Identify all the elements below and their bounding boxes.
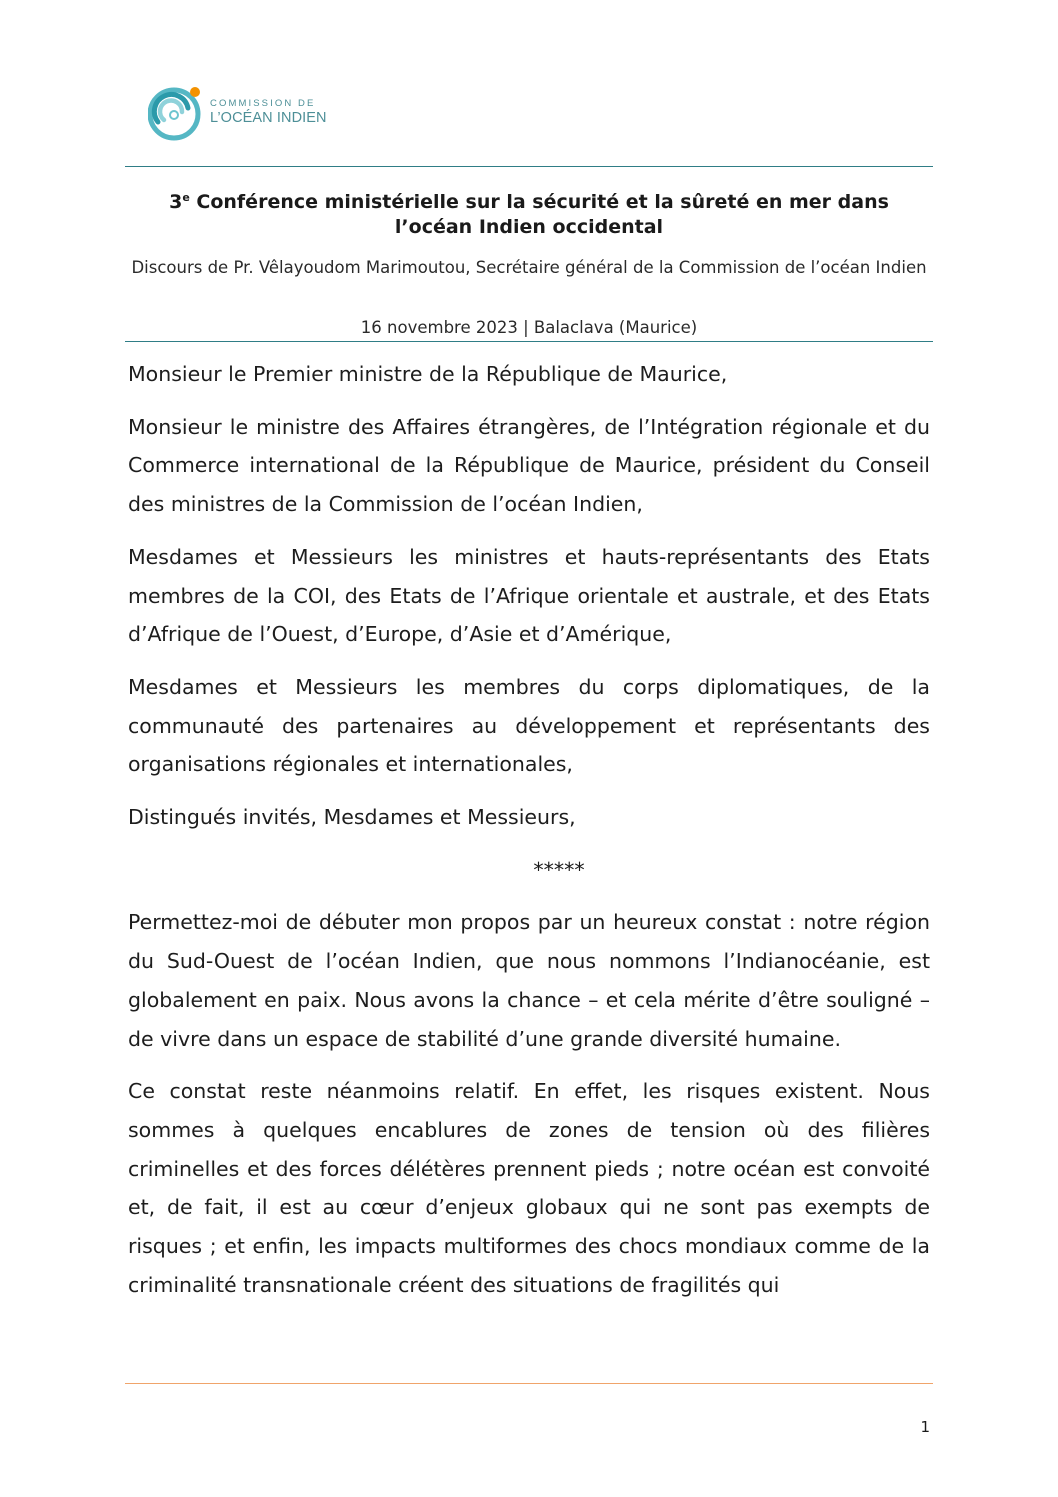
document-title (125, 190, 933, 240)
logo-text-line2: L’OCÉAN INDIEN (210, 109, 327, 126)
date-location: 16 novembre 2023 | Balaclava (Maurice) (360, 318, 698, 337)
salutation-paragraph: Monsieur le Premier ministre de la République de Maurice, (128, 362, 728, 386)
title-ordinal-suffix: e (182, 191, 190, 204)
header-rule (125, 166, 933, 167)
section-separator: ***** (533, 857, 585, 882)
footer-rule (125, 1383, 933, 1384)
salutation-paragraph: Distingués invités, Mesdames et Messieurs, (128, 805, 576, 830)
title-rule (125, 341, 933, 342)
salutation-paragraph: Monsieur le ministre des Affaires étrangères, de l’Intégration régionale et du Commerce international de la République de Maurice, président du Conseil des ministres de la Commission de l’océan Indien, (128, 414, 930, 517)
title-line2: l’océan Indien occidental (394, 216, 664, 238)
salutation-paragraph: Mesdames et Messieurs les ministres et hauts-représentants des Etats membres de la COI, des Etats de l’Afrique orientale et australe, et des Etats d’Afrique de l’Ouest, d’Europe, d’Asie et d’Amérique, (128, 544, 930, 647)
speech-subtitle: Discours de Pr. Vêlayoudom Marimoutou, Secrétaire général de la Commission de l’océan Indien (131, 258, 927, 277)
organization-logo (148, 82, 348, 144)
salutation-paragraph: Mesdames et Messieurs les membres du corps diplomatiques, de la communauté des partenaires au développement et représentants des organisations régionales et internationales, (128, 674, 930, 777)
logo-text-line1: COMMISSION DE (210, 98, 316, 109)
coi-circles-logo-icon (148, 82, 208, 144)
title-line1: Conférence ministérielle sur la sécurité et la sûreté en mer dans (189, 191, 889, 213)
body-paragraph: Ce constat reste néanmoins relatif. En effet, les risques existent. Nous sommes à quelques encablures de zones de tension où des filières criminelles et des forces délétères prennent pieds ; notre océan est convoité et, de fait, il est au cœur d’enjeux globaux qui ne sont pas exempts de risques ; et enfin, les impacts multiformes des chocs mondiaux comme de la criminalité transnationale créent des situations de fragilités qui (128, 1079, 930, 1297)
speech-body (128, 355, 930, 1318)
body-paragraph: Permettez-moi de débuter mon propos par un heureux constat : notre région du Sud-Ouest de l’océan Indien, que nous nommons l’Indianocéanie, est globalement en paix. Nous avons la chance – et cela mérite d’être souligné – de vivre dans un espace de stabilité d’une grande diversité humaine. (128, 910, 930, 1051)
title-ordinal: 3 (169, 191, 183, 213)
page-number: 1 (920, 1418, 930, 1436)
